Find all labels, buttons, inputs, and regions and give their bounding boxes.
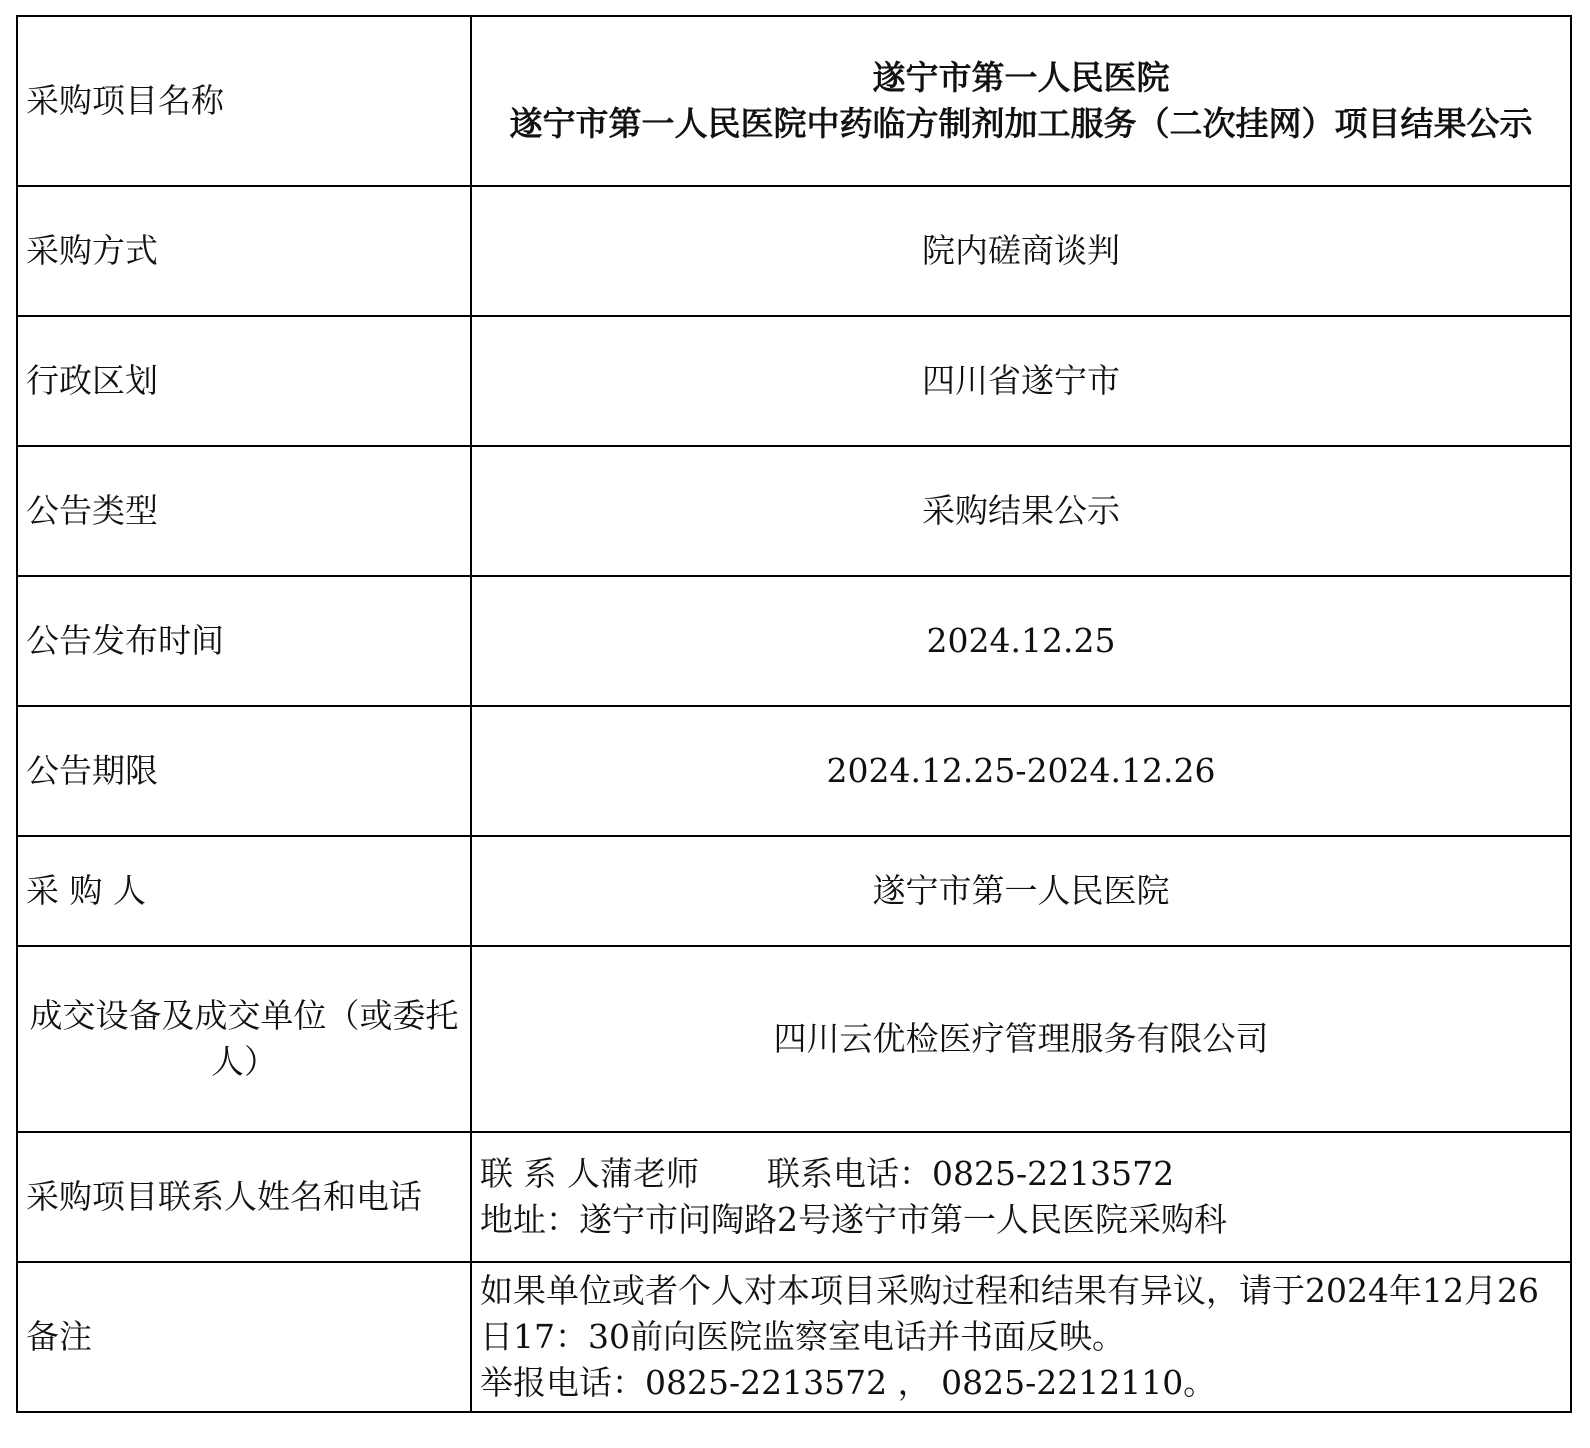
row-method [17, 186, 1571, 316]
row-publish-time [17, 576, 1571, 706]
row-purchaser [17, 836, 1571, 946]
contact-line [480, 1151, 1570, 1197]
label-winner: 成交设备及成交单位（或委托人） [17, 946, 471, 1132]
remarks-hotline: 举报电话：0825-2213572 ， 0825-2212110。 [480, 1363, 1217, 1402]
label-contact: 采购项目联系人姓名和电话 [17, 1132, 471, 1262]
value-winner: 四川云优检医疗管理服务有限公司 [471, 946, 1571, 1132]
value-method: 院内磋商谈判 [471, 186, 1571, 316]
value-remarks [471, 1262, 1571, 1412]
contact-person: 联 系 人蒲老师 [480, 1154, 699, 1193]
value-contact [471, 1132, 1571, 1262]
label-region: 行政区划 [17, 316, 471, 446]
row-project-name [17, 16, 1571, 186]
value-project-name [471, 16, 1571, 186]
value-purchaser: 遂宁市第一人民医院 [471, 836, 1571, 946]
label-purchaser: 采 购 人 [17, 836, 471, 946]
value-notice-type: 采购结果公示 [471, 446, 1571, 576]
procurement-notice-table [16, 15, 1572, 1413]
row-notice-type [17, 446, 1571, 576]
row-period [17, 706, 1571, 836]
row-winner [17, 946, 1571, 1132]
contact-phone: 联系电话：0825-2213572 [766, 1154, 1175, 1193]
label-period: 公告期限 [17, 706, 471, 836]
row-contact [17, 1132, 1571, 1262]
label-remarks: 备注 [17, 1262, 471, 1412]
value-publish-time: 2024.12.25 [471, 576, 1571, 706]
value-period: 2024.12.25-2024.12.26 [471, 706, 1571, 836]
contact-address: 地址：遂宁市问陶路2号遂宁市第一人民医院采购科 [480, 1200, 1227, 1239]
label-project-name: 采购项目名称 [17, 16, 471, 186]
label-method: 采购方式 [17, 186, 471, 316]
project-org-line: 遂宁市第一人民医院 [872, 58, 1170, 97]
label-publish-time: 公告发布时间 [17, 576, 471, 706]
label-notice-type: 公告类型 [17, 446, 471, 576]
remarks-text: 如果单位或者个人对本项目采购过程和结果有异议，请于2024年12月26日17：30前向医院监察室电话并书面反映。 [480, 1271, 1539, 1356]
value-region: 四川省遂宁市 [471, 316, 1571, 446]
project-title-line: 遂宁市第一人民医院中药临方制剂加工服务（二次挂网）项目结果公示 [509, 104, 1533, 143]
row-remarks [17, 1262, 1571, 1412]
row-region [17, 316, 1571, 446]
